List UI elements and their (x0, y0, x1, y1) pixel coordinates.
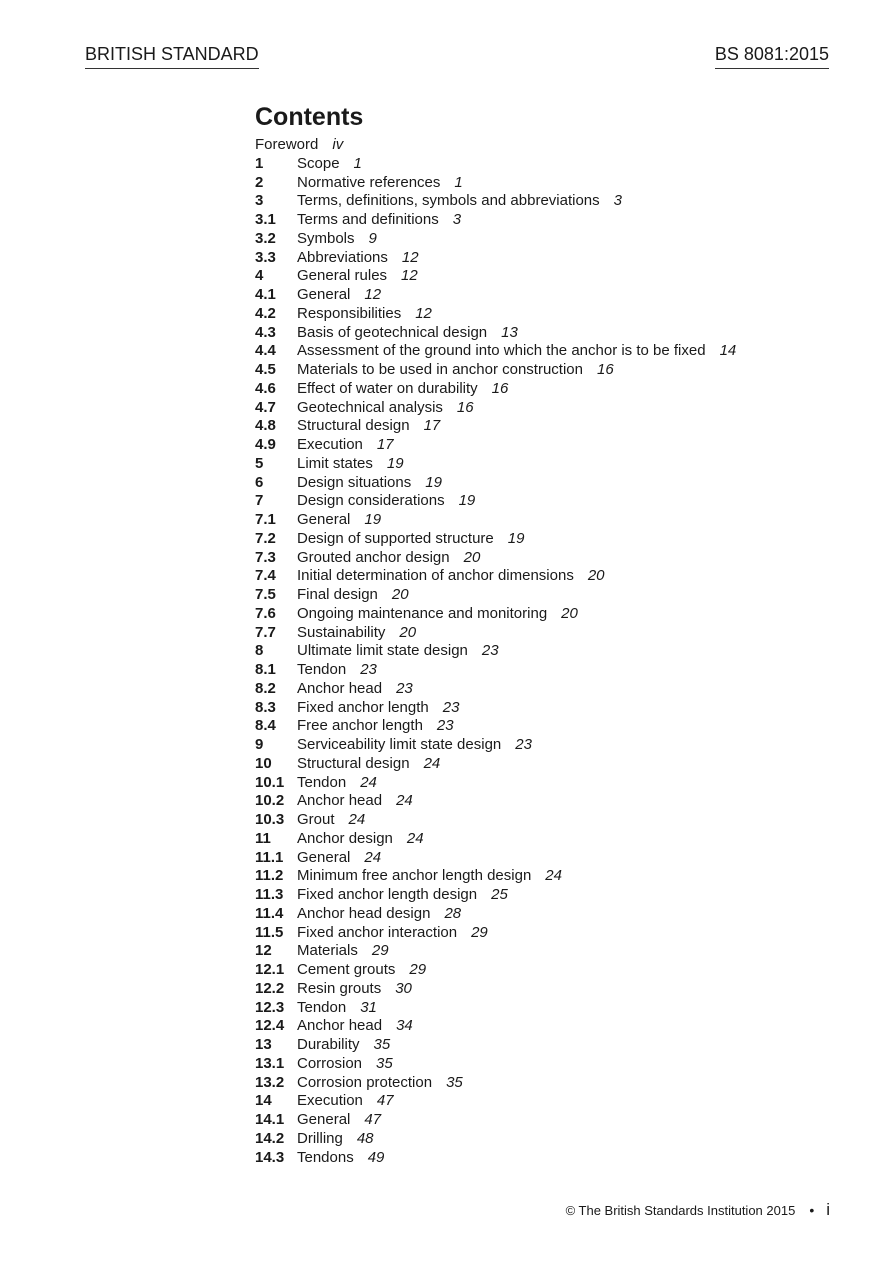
toc-entry[interactable] (255, 1092, 855, 1111)
toc-entry[interactable] (255, 1036, 855, 1055)
toc-entry-page: 17 (423, 417, 441, 435)
toc-entry[interactable] (255, 342, 855, 361)
toc-entry-page: 14 (719, 342, 737, 360)
toc-entry[interactable] (255, 717, 855, 736)
toc-entry[interactable] (255, 830, 855, 849)
toc-entry[interactable] (255, 230, 855, 249)
toc-entry-number: 12.3 (255, 998, 285, 1016)
toc-entry-number: 11.4 (255, 904, 284, 922)
toc-entry-page: 25 (491, 886, 508, 903)
toc-entry-label: Tendons (297, 1148, 354, 1166)
toc-entry-label: Resin grouts (297, 979, 382, 997)
toc-entry-label: Grout (297, 811, 335, 828)
toc-entry-page: 19 (458, 492, 476, 510)
toc-entry-number: 13.2 (255, 1073, 285, 1091)
toc-entry-number: 7.2 (255, 529, 276, 547)
toc-entry-number: 13 (255, 1036, 272, 1053)
toc-entry[interactable] (255, 399, 855, 418)
toc-entry[interactable] (255, 455, 855, 474)
toc-entry[interactable] (255, 492, 855, 511)
toc-entry-label: Materials (297, 942, 358, 960)
toc-entry-label: Fixed anchor length (297, 698, 429, 716)
toc-entry-number: 4.8 (255, 417, 276, 435)
toc-entry-number: 10.3 (255, 811, 285, 828)
toc-entry-page: 17 (376, 436, 394, 453)
toc-entry-label: Execution (297, 436, 363, 453)
toc-entry-number: 8.2 (255, 679, 276, 697)
toc-entry-number: 11.3 (255, 886, 284, 903)
toc-entry-number: 3 (255, 192, 264, 210)
toc-entry-page: 35 (376, 1054, 393, 1072)
toc-entry-label: Grouted anchor design (297, 548, 450, 566)
toc-entry-label: Drilling (297, 1129, 343, 1147)
toc-entry-page: 35 (446, 1073, 463, 1091)
toc-entry[interactable] (255, 417, 855, 436)
toc-entry-label: Scope (297, 154, 340, 172)
toc-entry[interactable] (255, 774, 855, 793)
toc-entry-number: 4.3 (255, 323, 276, 341)
toc-entry-number: 7.3 (255, 548, 276, 566)
toc-entry-label: General (297, 286, 351, 303)
toc-entry-label: Corrosion protection (297, 1073, 433, 1091)
toc-entry[interactable] (255, 811, 855, 830)
toc-entry-number: 7.1 (255, 511, 276, 528)
toc-entry-page: 3 (452, 211, 462, 228)
toc-entry-page: 23 (515, 736, 532, 753)
toc-entry-number: 8 (255, 642, 264, 660)
toc-entry-list (255, 155, 855, 1168)
toc-entry[interactable] (255, 549, 855, 568)
toc-entry-number: 10.2 (255, 792, 285, 810)
running-header-right: BS 8081:2015 (715, 43, 829, 69)
toc-entry-page: 23 (396, 679, 413, 697)
toc-entry-page: 34 (396, 1017, 413, 1035)
toc-entry-label: Geotechnical analysis (297, 398, 443, 416)
toc-entry[interactable] (255, 849, 855, 868)
toc-entry-number: 4.6 (255, 379, 276, 397)
toc-entry-number: 14.3 (255, 1148, 285, 1166)
toc-entry-number: 3.1 (255, 211, 276, 228)
toc-entry-page: 1 (353, 154, 362, 172)
toc-entry-page: 24 (423, 754, 441, 772)
toc-entry-page: iv (332, 136, 344, 153)
toc-entry-label: Tendon (297, 998, 347, 1016)
toc-entry-label: Cement grouts (297, 961, 396, 978)
toc-entry-label: Materials to be used in anchor construction (297, 361, 583, 378)
toc-entry-label: Anchor design (297, 829, 393, 847)
toc-entry[interactable] (255, 1111, 855, 1130)
toc-entry[interactable] (255, 530, 855, 549)
toc-entry-number: 7 (255, 492, 264, 510)
toc-entry-label: Design of supported structure (297, 529, 494, 547)
toc-entry[interactable] (255, 999, 855, 1018)
toc-entry-page: 19 (364, 511, 382, 528)
toc-entry-number: 13.1 (255, 1054, 285, 1072)
toc-entry-number: 4.7 (255, 398, 276, 416)
toc-entry-page: 9 (368, 229, 377, 247)
toc-entry-number: 11.5 (255, 923, 284, 941)
toc-entry-number: 11 (255, 829, 271, 847)
toc-entry-number: 12.1 (255, 961, 285, 978)
toc-entry-number: 2 (255, 173, 264, 191)
toc-entry-label: Structural design (297, 754, 410, 772)
toc-entry-label: Terms, definitions, symbols and abbreviations (297, 192, 600, 210)
toc-entry[interactable] (255, 661, 855, 680)
toc-entry-page: 16 (456, 398, 474, 416)
toc-entry-number: 14.2 (255, 1129, 285, 1147)
toc-entry-number: 9 (255, 736, 264, 753)
toc-entry[interactable] (255, 942, 855, 961)
toc-entry-page: 23 (436, 717, 454, 735)
toc-entry-label: Tendon (297, 661, 347, 678)
toc-entry-number: 3.3 (255, 248, 276, 266)
toc-entry-number: 12.4 (255, 1017, 285, 1035)
toc-entry-label: Terms and definitions (297, 211, 439, 228)
toc-entry-label: Basis of geotechnical design (297, 323, 488, 341)
toc-entry-page: 20 (391, 586, 409, 603)
toc-entry-label: Structural design (297, 417, 410, 435)
toc-entry-number: 7.6 (255, 604, 276, 622)
toc-entry-number: 7.7 (255, 623, 276, 641)
toc-entry-number: 14.1 (255, 1111, 285, 1128)
toc-entry-label: General (297, 1111, 351, 1128)
toc-entry-number: 6 (255, 473, 264, 491)
toc-entry[interactable] (255, 436, 855, 455)
toc-entry[interactable] (255, 567, 855, 586)
toc-entry[interactable] (255, 886, 855, 905)
toc-entry-label: Anchor head (297, 792, 383, 810)
toc-entry-number: 10 (255, 754, 272, 772)
toc-entry[interactable] (255, 642, 855, 661)
toc-entry[interactable] (255, 211, 855, 230)
toc-entry-page: 19 (425, 473, 442, 491)
toc-entry[interactable] (255, 680, 855, 699)
toc-entry-label: Foreword (255, 136, 319, 153)
toc-entry-page: 24 (396, 792, 413, 810)
toc-entry-number: 7.4 (255, 567, 276, 585)
toc-entry-label: Sustainability (297, 623, 386, 641)
toc-entry[interactable] (255, 1074, 855, 1093)
toc-entry-number: 11.2 (255, 867, 284, 885)
toc-entry-label: General (297, 848, 351, 866)
toc-entry-label: Minimum free anchor length design (297, 867, 532, 885)
toc-entry[interactable] (255, 1130, 855, 1149)
toc-entry-number: 4.9 (255, 436, 276, 453)
toc-entry-label: Design situations (297, 473, 412, 491)
toc-entry-page: 30 (395, 979, 412, 997)
toc-entry[interactable] (255, 867, 855, 886)
page-number: i (826, 1200, 830, 1219)
toc-entry-number: 8.1 (255, 661, 276, 678)
toc-entry-page: 24 (360, 773, 377, 791)
toc-entry-page: 12 (401, 248, 419, 266)
toc-entry[interactable] (255, 755, 855, 774)
toc-entry-page: 24 (364, 848, 382, 866)
toc-entry-label: Assessment of the ground into which the anchor is to be fixed (297, 342, 706, 360)
running-header-left: BRITISH STANDARD (85, 43, 259, 69)
toc-entry[interactable] (255, 699, 855, 718)
toc-entry[interactable] (255, 324, 855, 343)
toc-entry-page: 1 (454, 173, 463, 191)
toc-entry-page: 16 (597, 361, 614, 378)
toc-entry[interactable] (255, 511, 855, 530)
toc-entry[interactable] (255, 286, 855, 305)
toc-entry-page: 29 (471, 923, 488, 941)
toc-entry-label: General (297, 511, 351, 528)
toc-entry-page: 31 (360, 998, 377, 1016)
page-footer (566, 1201, 830, 1220)
toc-entry-number: 14 (255, 1092, 272, 1110)
toc-entry-page: 49 (367, 1148, 385, 1166)
toc-entry-number: 1 (255, 154, 264, 172)
toc-entry-label: Execution (297, 1092, 363, 1110)
toc-entry-number: 10.1 (255, 773, 285, 791)
toc-entry-page: 23 (360, 661, 377, 678)
toc-entry-number: 11.1 (255, 848, 284, 866)
toc-entry-number: 4.4 (255, 342, 276, 360)
toc-entry-number: 4.1 (255, 286, 276, 303)
toc-entry[interactable] (255, 361, 855, 380)
toc-entry-page: 48 (356, 1129, 374, 1147)
toc-entry-page: 24 (406, 829, 424, 847)
toc-entry-label: Fixed anchor length design (297, 886, 478, 903)
toc-entry-page: 13 (501, 323, 518, 341)
copyright-notice: © The British Standards Institution 2015 (565, 1203, 796, 1218)
toc-entry-number: 5 (255, 454, 264, 472)
toc-entry-number: 8.3 (255, 698, 276, 716)
toc-entry[interactable] (255, 980, 855, 999)
toc-entry-label: Abbreviations (297, 248, 388, 266)
toc-entry-page: 24 (545, 867, 562, 885)
toc-entry-page: 47 (376, 1092, 394, 1110)
toc-entry[interactable] (255, 249, 855, 268)
toc-entry-number: 12.2 (255, 979, 285, 997)
toc-entry[interactable] (255, 605, 855, 624)
toc-entry-number: 4 (255, 267, 264, 285)
toc-entry-page: 35 (373, 1036, 391, 1053)
toc-entry-label: Final design (297, 586, 378, 603)
toc-entry[interactable] (255, 474, 855, 493)
toc-entry[interactable] (255, 1149, 855, 1168)
toc-entry-label: Symbols (297, 229, 355, 247)
toc-entry-page: 3 (613, 192, 622, 210)
toc-entry-number: 7.5 (255, 586, 276, 603)
toc-entry-page: 20 (399, 623, 417, 641)
toc-entry[interactable] (255, 380, 855, 399)
toc-entry[interactable] (255, 192, 855, 211)
toc-entry[interactable] (255, 961, 855, 980)
toc-entry[interactable] (255, 624, 855, 643)
toc-entry-label: Responsibilities (297, 304, 402, 322)
toc-entry-label: Design considerations (297, 492, 445, 510)
toc-entry-label: Tendon (297, 773, 347, 791)
toc-entry-label: Limit states (297, 454, 373, 472)
toc-entry-page: 16 (491, 379, 509, 397)
toc-entry-page: 19 (386, 454, 404, 472)
toc-entry[interactable] (255, 792, 855, 811)
toc-entry-page: 23 (442, 698, 460, 716)
toc-entry-label: Serviceability limit state design (297, 736, 502, 753)
contents-title: Contents (255, 103, 364, 131)
toc-entry-label: Ongoing maintenance and monitoring (297, 604, 548, 622)
toc-entry-label: Anchor head design (297, 904, 431, 922)
toc-entry-label: General rules (297, 267, 388, 285)
toc-entry[interactable] (255, 174, 855, 193)
toc-entry-label: Initial determination of anchor dimensions (297, 567, 574, 585)
toc-entry-number: 4.5 (255, 361, 276, 378)
toc-entry-page: 28 (444, 904, 462, 922)
toc-entry-page: 12 (415, 304, 432, 322)
toc-entry[interactable] (255, 924, 855, 943)
toc-entry-page: 20 (587, 567, 605, 585)
toc-entry-label: Anchor head (297, 1017, 383, 1035)
toc-entry-label: Ultimate limit state design (297, 642, 468, 660)
toc-entry[interactable] (255, 1017, 855, 1036)
toc-entry[interactable] (255, 155, 855, 174)
toc-entry[interactable] (255, 1055, 855, 1074)
toc-entry-number: 3.2 (255, 229, 276, 247)
toc-entry-label: Effect of water on durability (297, 379, 478, 397)
toc-entry[interactable] (255, 267, 855, 286)
toc-entry-page: 12 (401, 267, 418, 285)
toc-entry-page: 23 (481, 642, 499, 660)
toc-entry-number: 12 (255, 942, 272, 960)
toc-entry-label: Fixed anchor interaction (297, 923, 458, 941)
toc-entry-number: 8.4 (255, 717, 276, 735)
toc-entry-page: 12 (364, 286, 382, 303)
toc-entry-label: Anchor head (297, 679, 383, 697)
footer-separator: • (809, 1202, 815, 1218)
toc-entry-page: 24 (348, 811, 366, 828)
toc-entry-page: 29 (409, 961, 427, 978)
toc-entry-label: Durability (297, 1036, 360, 1053)
toc-entry-page: 19 (507, 529, 525, 547)
toc-entry-page: 29 (371, 942, 389, 960)
toc-entry-label: Free anchor length (297, 717, 423, 735)
table-of-contents (255, 101, 855, 1167)
toc-entry-page: 47 (364, 1111, 382, 1128)
toc-entry-page: 20 (561, 604, 578, 622)
toc-entry[interactable] (255, 586, 855, 605)
toc-entry[interactable] (255, 905, 855, 924)
toc-entry-page: 20 (463, 548, 481, 566)
toc-entry-foreword[interactable] (255, 136, 855, 155)
toc-entry[interactable] (255, 736, 855, 755)
toc-entry-number: 4.2 (255, 304, 276, 322)
toc-entry[interactable] (255, 305, 855, 324)
toc-entry-label: Normative references (297, 173, 441, 191)
toc-entry-label: Corrosion (297, 1054, 363, 1072)
